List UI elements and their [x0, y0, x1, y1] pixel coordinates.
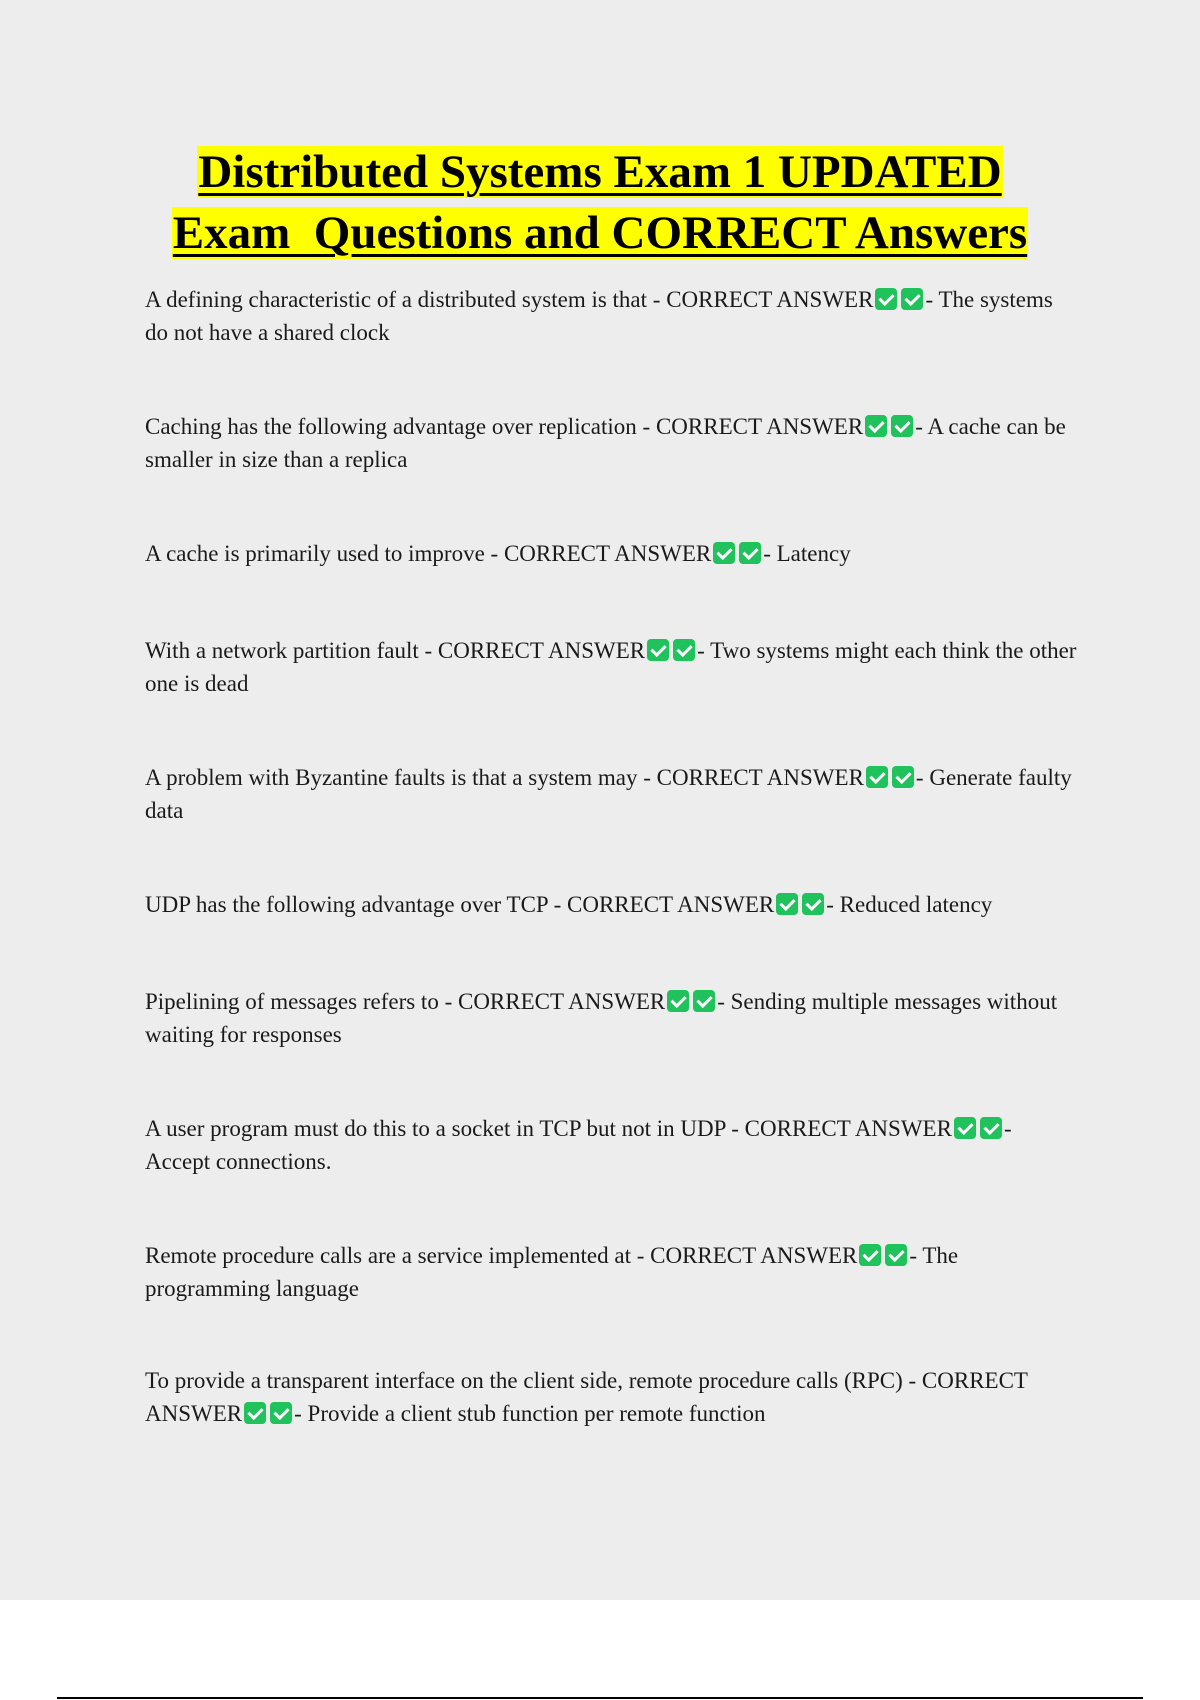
check-icon — [980, 1117, 1002, 1139]
check-icon — [954, 1117, 976, 1139]
check-icon — [693, 990, 715, 1012]
qa-item — [145, 888, 1080, 921]
check-icon — [859, 1244, 881, 1266]
check-icon — [892, 766, 914, 788]
question-text: UDP has the following advantage over TCP - CORRECT ANSWER — [145, 892, 775, 917]
qa-item — [145, 1364, 1080, 1430]
qa-item — [145, 985, 1080, 1051]
question-text: With a network partition fault - CORRECT ANSWER — [145, 638, 646, 663]
answer-text: - Reduced latency — [826, 892, 993, 917]
check-icon — [875, 288, 897, 310]
check-icon — [866, 766, 888, 788]
answer-text: - Accept connections. — [145, 1116, 1012, 1174]
document-title — [0, 142, 1200, 264]
page-divider — [57, 1697, 1143, 1699]
check-icon — [244, 1402, 266, 1424]
question-text: A problem with Byzantine faults is that a system may - CORRECT ANSWER — [145, 765, 864, 790]
answer-text: - The programming language — [145, 1243, 959, 1301]
title-line-2: Exam Questions and CORRECT Answers — [172, 207, 1028, 259]
check-icon — [673, 639, 695, 661]
check-icon — [739, 542, 761, 564]
question-text: Caching has the following advantage over replication - CORRECT ANSWER — [145, 414, 864, 439]
answer-text: - Sending multiple messages without waiting for responses — [145, 989, 1058, 1047]
answer-text: - Two systems might each think the other one is dead — [145, 638, 1077, 696]
question-text: A user program must do this to a socket in TCP but not in UDP - CORRECT ANSWER — [145, 1116, 952, 1141]
question-text: A cache is primarily used to improve - CORRECT ANSWER — [145, 541, 712, 566]
answer-text: - Provide a client stub function per remote function — [294, 1401, 766, 1426]
answer-text: - Latency — [763, 541, 851, 566]
qa-item — [145, 761, 1080, 827]
qa-item — [145, 283, 1080, 349]
check-icon — [270, 1402, 292, 1424]
question-text: Pipelining of messages refers to - CORRECT ANSWER — [145, 989, 666, 1014]
qa-item — [145, 537, 1080, 570]
qa-item — [145, 634, 1080, 700]
title-line-1: Distributed Systems Exam 1 UPDATED — [198, 146, 1002, 198]
check-icon — [647, 639, 669, 661]
check-icon — [776, 893, 798, 915]
check-icon — [713, 542, 735, 564]
question-text: A defining characteristic of a distributed system is that - CORRECT ANSWER — [145, 287, 874, 312]
qa-item — [145, 1112, 1080, 1178]
question-text: Remote procedure calls are a service implemented at - CORRECT ANSWER — [145, 1243, 858, 1268]
answer-text: - A cache can be smaller in size than a replica — [145, 414, 1066, 472]
qa-item — [145, 410, 1080, 476]
check-icon — [901, 288, 923, 310]
check-icon — [885, 1244, 907, 1266]
check-icon — [891, 415, 913, 437]
qa-item — [145, 1239, 1080, 1305]
answer-text: - Generate faulty data — [145, 765, 1072, 823]
answer-text: - The systems do not have a shared clock — [145, 287, 1053, 345]
check-icon — [667, 990, 689, 1012]
question-text: To provide a transparent interface on the client side, remote procedure calls (RPC) - CORRECT ANSWER — [145, 1368, 1028, 1426]
check-icon — [802, 893, 824, 915]
check-icon — [865, 415, 887, 437]
